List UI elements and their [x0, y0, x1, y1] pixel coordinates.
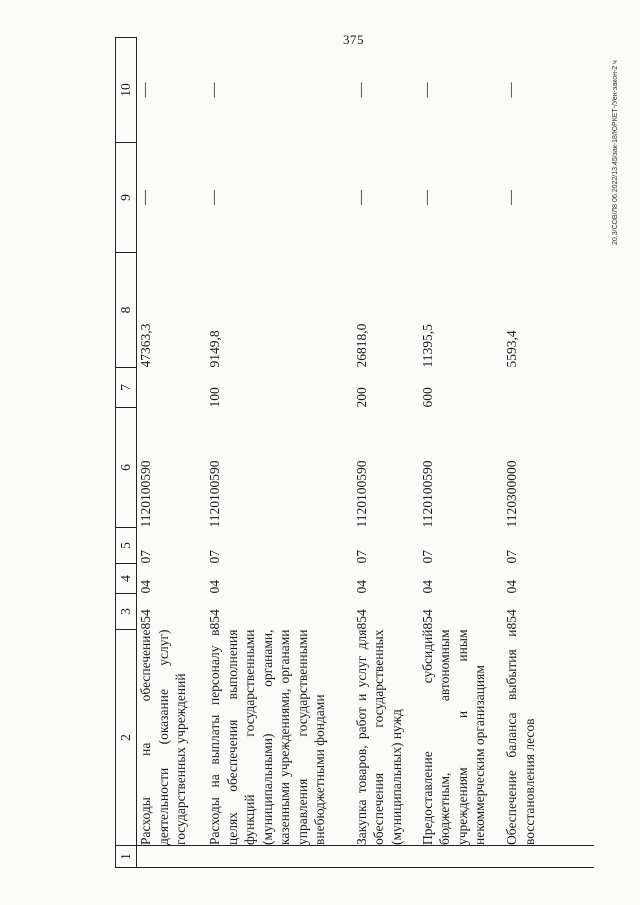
- cell-c8: 11395,5: [419, 324, 435, 368]
- cell-c9: —: [352, 190, 369, 205]
- table-row: [503, 38, 594, 868]
- cell-c3: 854: [504, 609, 520, 630]
- table-row: [206, 38, 352, 868]
- budget-table: [115, 37, 594, 868]
- cell-c5: 07: [138, 550, 153, 564]
- rotated-table-wrapper: [115, 38, 594, 868]
- table-row: [353, 38, 419, 868]
- cell-c10: —: [137, 82, 153, 98]
- cell-c3: 854: [419, 609, 435, 630]
- row-index-cell: [353, 846, 419, 868]
- header-cell: 10: [116, 38, 137, 143]
- cell-c6: 1120100590: [138, 460, 153, 528]
- cell-c8: 9149,8: [207, 330, 223, 368]
- table-row: [419, 38, 504, 868]
- cell-c8: 5593,4: [504, 330, 520, 368]
- header-cell: 4: [116, 564, 137, 594]
- cell-c3: 854: [353, 609, 369, 630]
- header-cell: 1: [116, 846, 137, 868]
- cell-c10: —: [352, 82, 369, 98]
- cell-c7: 200: [353, 387, 369, 408]
- header-cell: 2: [116, 630, 137, 846]
- cell-c9: —: [137, 190, 153, 205]
- cell-c7: 600: [419, 387, 435, 408]
- cell-c3: 854: [138, 609, 153, 630]
- cell-c9: —: [503, 190, 520, 205]
- cell-c6: 1120100590: [353, 460, 369, 528]
- row-index-cell: [419, 846, 504, 868]
- header-row: [116, 38, 137, 868]
- row-index-cell: [137, 846, 207, 868]
- row-name: Обеспечение баланса выбытия и восстановления лесов: [504, 629, 537, 845]
- cell-c9: —: [206, 190, 223, 205]
- cell-c4: 04: [504, 580, 520, 594]
- side-stamp: 20.3/СОВ/Л8 06.2022/13.45/зак-18/ЮРКЕТ-/Уен-закон-2 ч: [612, 60, 619, 245]
- header-cell: 3: [116, 594, 137, 630]
- row-index-cell: [206, 846, 352, 868]
- cell-c5: 07: [207, 550, 223, 564]
- cell-c7: 100: [207, 387, 223, 408]
- cell-c10: —: [503, 82, 520, 98]
- header-cell: 6: [116, 408, 137, 528]
- cell-c9: —: [418, 190, 435, 205]
- header-cell: 5: [116, 528, 137, 564]
- cell-c5: 07: [353, 550, 369, 564]
- cell-c6: 1120100590: [207, 460, 223, 528]
- row-name: Закупка товаров, работ и услуг для обеспечения государственных (муниципальных) нужд: [353, 629, 404, 845]
- header-cell: 7: [116, 368, 137, 408]
- cell-c4: 04: [353, 580, 369, 594]
- cell-c8: 47363,3: [138, 323, 153, 368]
- cell-c7: [137, 368, 207, 408]
- row-name: Предоставление субсидий бюджетным, автономным учреждениям и иным некоммерческим организациям: [419, 629, 488, 845]
- row-name: Расходы на обеспечение деятельности (оказание услуг) государственных учреждений: [138, 629, 188, 845]
- cell-c10: —: [206, 82, 223, 98]
- cell-c8: 26818,0: [353, 323, 369, 368]
- header-cell: 9: [116, 143, 137, 253]
- table-row: [137, 38, 207, 868]
- cell-c5: 07: [419, 550, 435, 564]
- cell-c10: —: [418, 82, 435, 98]
- row-name: Расходы на выплаты персоналу в целях обеспечения выполнения функций государственными (муниципальными) органами, казенными учреждениями, органами управления государственными внебюджетными фондами: [207, 629, 328, 845]
- cell-c6: 1120100590: [419, 460, 435, 528]
- cell-c6: 1120300000: [504, 460, 520, 528]
- cell-c4: 04: [138, 580, 153, 594]
- cell-c4: 04: [207, 580, 223, 594]
- cell-c5: 07: [504, 550, 520, 564]
- page-number: 375: [343, 32, 364, 47]
- header-cell: 8: [116, 253, 137, 368]
- cell-c4: 04: [419, 580, 435, 594]
- row-index-cell: [503, 846, 594, 868]
- cell-c3: 854: [207, 609, 223, 630]
- cell-c7: [503, 368, 594, 408]
